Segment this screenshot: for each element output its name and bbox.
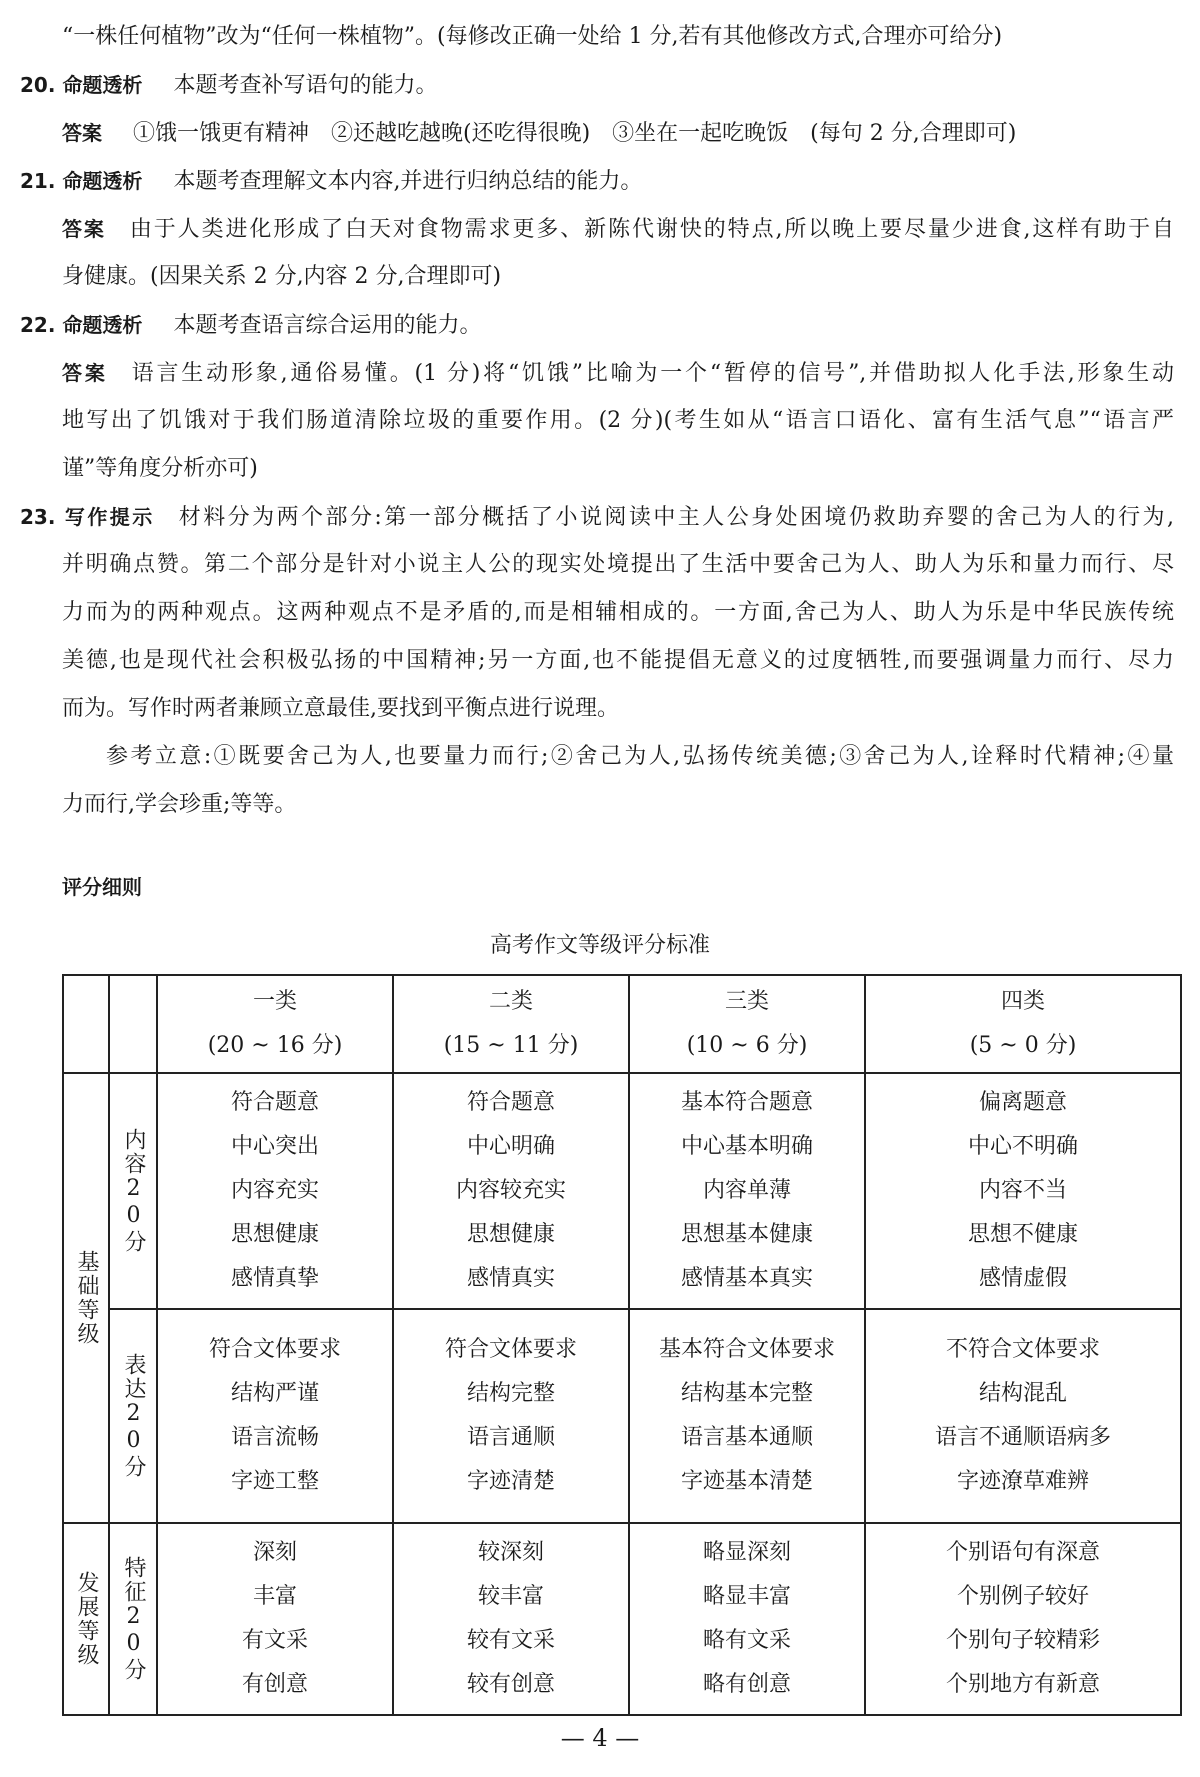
criteria-cell: 较深刻 较丰富 较有文采 较有创意	[393, 1523, 629, 1715]
answer-text: 语言生动形象,通俗易懂。(1 分)将“饥饿”比喻为一个“暂停的信号”,并借助拟人化手法,形象生动	[131, 361, 1174, 386]
table-header-row	[63, 975, 1181, 1073]
question-20-heading	[20, 70, 437, 101]
table-title: 高考作文等级评分标准	[489, 933, 710, 958]
question-number: 22.	[20, 313, 56, 337]
question-text: 本题考查补写语句的能力。	[173, 73, 438, 98]
group-label-basic: 基础等级	[63, 1073, 109, 1523]
grade-header: 三类 (10 ~ 6 分)	[629, 975, 865, 1073]
question-21-heading	[20, 166, 642, 197]
row-label-content: 内容20分	[109, 1073, 157, 1309]
criteria-cell: 略显深刻 略显丰富 略有文采 略有创意	[629, 1523, 865, 1715]
text-line: 身健康。(因果关系 2 分,内容 2 分,合理即可)	[62, 264, 502, 289]
criteria-cell: 基本符合文体要求 结构基本完整 语言基本通顺 字迹基本清楚	[629, 1309, 865, 1523]
question-23-heading	[20, 502, 1174, 533]
text-line: 力而行,学会珍重;等等。	[62, 792, 297, 817]
question-22-answer	[62, 358, 1174, 389]
question-number: 23.	[20, 505, 56, 529]
answer-tag: 答案	[62, 217, 106, 241]
writing-prompt-text: 材料分为两个部分:第一部分概括了小说阅读中主人公身处困境仍救助弃婴的舍己为人的行为,	[178, 505, 1174, 530]
question-text: 本题考查语言综合运用的能力。	[173, 313, 482, 338]
criteria-cell: 符合题意 中心突出 内容充实 思想健康 感情真挚	[157, 1073, 393, 1309]
answer-text: ①饿一饿更有精神 ②还越吃越晚(还吃得很晚) ③坐在一起吃晚饭 (每句 2 分,合理即可)	[133, 121, 1017, 146]
text-line: 地写出了饥饿对于我们肠道清除垃圾的重要作用。(2 分)(考生如从“语言口语化、富有生活气息”“语言严	[62, 408, 1174, 433]
question-text: 本题考查理解文本内容,并进行归纳总结的能力。	[173, 169, 643, 194]
criteria-cell: 符合题意 中心明确 内容较充实 思想健康 感情真实	[393, 1073, 629, 1309]
answer-tag: 答案	[62, 121, 102, 145]
question-21-answer	[62, 214, 1174, 245]
row-label-expression: 表达20分	[109, 1309, 157, 1523]
group-label-develop: 发展等级	[63, 1523, 109, 1715]
section-tag: 命题透析	[62, 73, 143, 97]
criteria-cell: 个别语句有深意 个别例子较好 个别句子较精彩 个别地方有新意	[865, 1523, 1181, 1715]
question-22-heading	[20, 310, 481, 341]
row-label-feature: 特征20分	[109, 1523, 157, 1715]
grading-table	[62, 974, 1182, 1716]
expression-row	[63, 1309, 1181, 1523]
grade-header: 二类 (15 ~ 11 分)	[393, 975, 629, 1073]
feature-row	[63, 1523, 1181, 1715]
answer-text: 由于人类进化形成了白天对食物需求更多、新陈代谢快的特点,所以晚上要尽量少进食,这样有助于自	[129, 217, 1174, 242]
grade-header: 四类 (5 ~ 0 分)	[865, 975, 1181, 1073]
text-line: 力而为的两种观点。这两种观点不是矛盾的,而是相辅相成的。一方面,舍己为人、助人为乐是中华民族传统	[62, 600, 1174, 625]
text-line: 谨”等角度分析亦可)	[62, 456, 258, 481]
answer-tag: 答案	[62, 361, 108, 385]
text-line: 并明确点赞。第二个部分是针对小说主人公的现实处境提出了生活中要舍己为人、助人为乐和量力而行、尽	[62, 552, 1174, 577]
grade-header: 一类 (20 ~ 16 分)	[157, 975, 393, 1073]
text-line: 而为。写作时两者兼顾立意最佳,要找到平衡点进行说理。	[62, 696, 619, 721]
question-20-answer	[62, 118, 1016, 149]
page-number: — 4 —	[560, 1724, 640, 1752]
corner-cell	[109, 975, 157, 1073]
criteria-cell: 符合文体要求 结构严谨 语言流畅 字迹工整	[157, 1309, 393, 1523]
corner-cell	[63, 975, 109, 1073]
criteria-cell: 深刻 丰富 有文采 有创意	[157, 1523, 393, 1715]
section-tag: 写作提示	[64, 505, 155, 529]
section-tag: 命题透析	[62, 313, 143, 337]
content-row	[63, 1073, 1181, 1309]
criteria-cell: 偏离题意 中心不明确 内容不当 思想不健康 感情虚假	[865, 1073, 1181, 1309]
text-line: “一株任何植物”改为“任何一株植物”。(每修改正确一处给 1 分,若有其他修改方式,合理亦可给分)	[62, 24, 1003, 49]
text-line: 参考立意:①既要舍己为人,也要量力而行;②舍己为人,弘扬传统美德;③舍己为人,诠释时代精神;④量	[106, 744, 1174, 769]
section-tag: 命题透析	[62, 169, 143, 193]
question-number: 20.	[20, 73, 56, 97]
criteria-cell: 不符合文体要求 结构混乱 语言不通顺语病多 字迹潦草难辨	[865, 1309, 1181, 1523]
section-heading: 评分细则	[62, 875, 142, 899]
criteria-cell: 基本符合题意 中心基本明确 内容单薄 思想基本健康 感情基本真实	[629, 1073, 865, 1309]
text-line: 美德,也是现代社会积极弘扬的中国精神;另一方面,也不能提倡无意义的过度牺牲,而要强调量力而行、尽力	[62, 648, 1174, 673]
criteria-cell: 符合文体要求 结构完整 语言通顺 字迹清楚	[393, 1309, 629, 1523]
question-number: 21.	[20, 169, 56, 193]
